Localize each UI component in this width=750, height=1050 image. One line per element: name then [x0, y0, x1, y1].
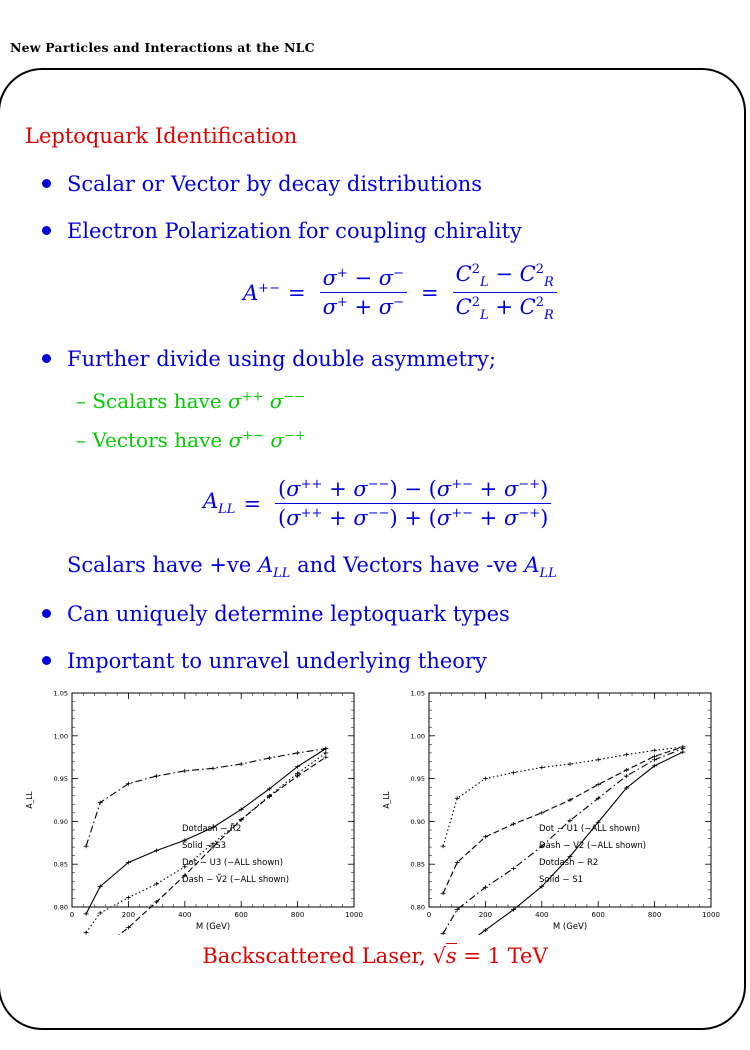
caption-value: = 1 TeV	[463, 944, 548, 968]
x-tick-label: 400	[535, 911, 549, 919]
y-axis-label: A_LL	[25, 791, 34, 809]
caption	[0, 944, 750, 968]
x-tick-label: 800	[647, 911, 662, 919]
bullet-item	[42, 172, 482, 196]
bullet-dot-icon	[42, 656, 51, 665]
x-tick-label: 1000	[345, 911, 363, 919]
chart-left-svg	[20, 685, 365, 935]
series-line	[443, 747, 683, 893]
x-tick-label: 0	[426, 911, 432, 919]
section-title: Leptoquark Identification	[25, 124, 298, 148]
legend-entry: Dotdash − R̃2	[182, 824, 242, 834]
legend-entry: Solid − S1	[539, 875, 584, 885]
legend-entry: Solid − S3	[182, 841, 227, 851]
bullet-item	[42, 602, 510, 626]
bullet-dot-icon	[42, 226, 51, 235]
sub-item: – Vectors have σ+− σ−+	[76, 428, 306, 452]
x-tick-label: 600	[234, 911, 248, 919]
x-axis-label: M (GeV)	[552, 922, 588, 932]
y-tick-label: 0.95	[410, 775, 425, 784]
legend-entry: Dotdash − R2	[539, 858, 599, 868]
y-tick-label: 1.00	[53, 732, 68, 741]
bullet-text: Scalar or Vector by decay distributions	[67, 172, 483, 196]
sub-item: – Scalars have σ++ σ−−	[76, 389, 306, 413]
caption-text: Backscattered Laser,	[202, 944, 426, 968]
y-tick-label: 0.90	[53, 817, 68, 826]
x-tick-label: 800	[290, 911, 305, 919]
page-header: New Particles and Interactions at the NLC	[10, 40, 315, 55]
bullet-item	[42, 219, 522, 243]
chart-left	[20, 685, 365, 939]
y-tick-label: 0.80	[53, 903, 68, 912]
bullet-text: Further divide using double asymmetry;	[67, 347, 496, 371]
bullet-text: Can uniquely determine leptoquark types	[67, 602, 510, 626]
legend-entry: Dash − Ṽ2 (−ALL shown)	[182, 875, 290, 885]
chart-right-svg	[377, 685, 722, 935]
double-asymmetry-formula: $A_{LL}$ = $\frac{(\sigma^{++} + \sigma^{--}) - (\sigma^{+-} + \sigma^{-+})}{(\sigma^{++} + \sigma^{--}) + (\sigma^{+-} + \sigma^{-+})}$	[203, 477, 557, 530]
y-tick-label: 1.05	[53, 689, 68, 698]
x-tick-label: 600	[591, 911, 605, 919]
bullet-item	[42, 649, 487, 673]
sub-item-text: Vectors have	[92, 428, 223, 452]
asym-text-scalars: Scalars have +ve	[67, 553, 252, 577]
x-tick-label: 400	[178, 911, 192, 919]
x-tick-label: 0	[69, 911, 75, 919]
bullet-dot-icon	[42, 179, 51, 188]
bullet-item	[42, 347, 496, 371]
y-tick-label: 1.00	[410, 732, 425, 741]
asymmetry-sign-text: Scalars have +ve $A_{LL}$ and Vectors have -ve $A_{LL}$	[67, 553, 557, 582]
sub-item-text: Scalars have	[92, 389, 222, 413]
asymmetry-formula: A+− = $\frac{\sigma^+ - \sigma^-}{\sigma^+ + \sigma^-}$ = $\frac{C^2_L - C^2_R}{C^2_L + C^2_R}$	[243, 262, 563, 323]
bullet-text: Electron Polarization for coupling chirality	[67, 219, 522, 243]
chart-right	[377, 685, 722, 939]
bullet-dot-icon	[42, 609, 51, 618]
legend-entry: Dash − V2 (−ALL shown)	[539, 841, 647, 851]
legend-entry: Dot − U3 (−ALL shown)	[182, 858, 284, 868]
asym-text-vectors: and Vectors have -ve	[297, 553, 518, 577]
bullet-dot-icon	[42, 354, 51, 363]
bullet-text: Important to unravel underlying theory	[67, 649, 487, 673]
sqrt-s: √s	[432, 944, 457, 968]
y-tick-label: 0.85	[53, 860, 68, 869]
x-tick-label: 200	[121, 911, 136, 919]
y-tick-label: 0.85	[410, 860, 425, 869]
x-tick-label: 200	[478, 911, 493, 919]
y-tick-label: 0.95	[53, 775, 68, 784]
y-axis-label: A_LL	[382, 791, 391, 809]
y-tick-label: 0.80	[410, 903, 425, 912]
y-tick-label: 0.90	[410, 817, 425, 826]
legend-entry: Dot − U1 (−ALL shown)	[539, 824, 641, 834]
y-tick-label: 1.05	[410, 689, 425, 698]
x-axis-label: M (GeV)	[195, 922, 231, 932]
x-tick-label: 1000	[702, 911, 720, 919]
